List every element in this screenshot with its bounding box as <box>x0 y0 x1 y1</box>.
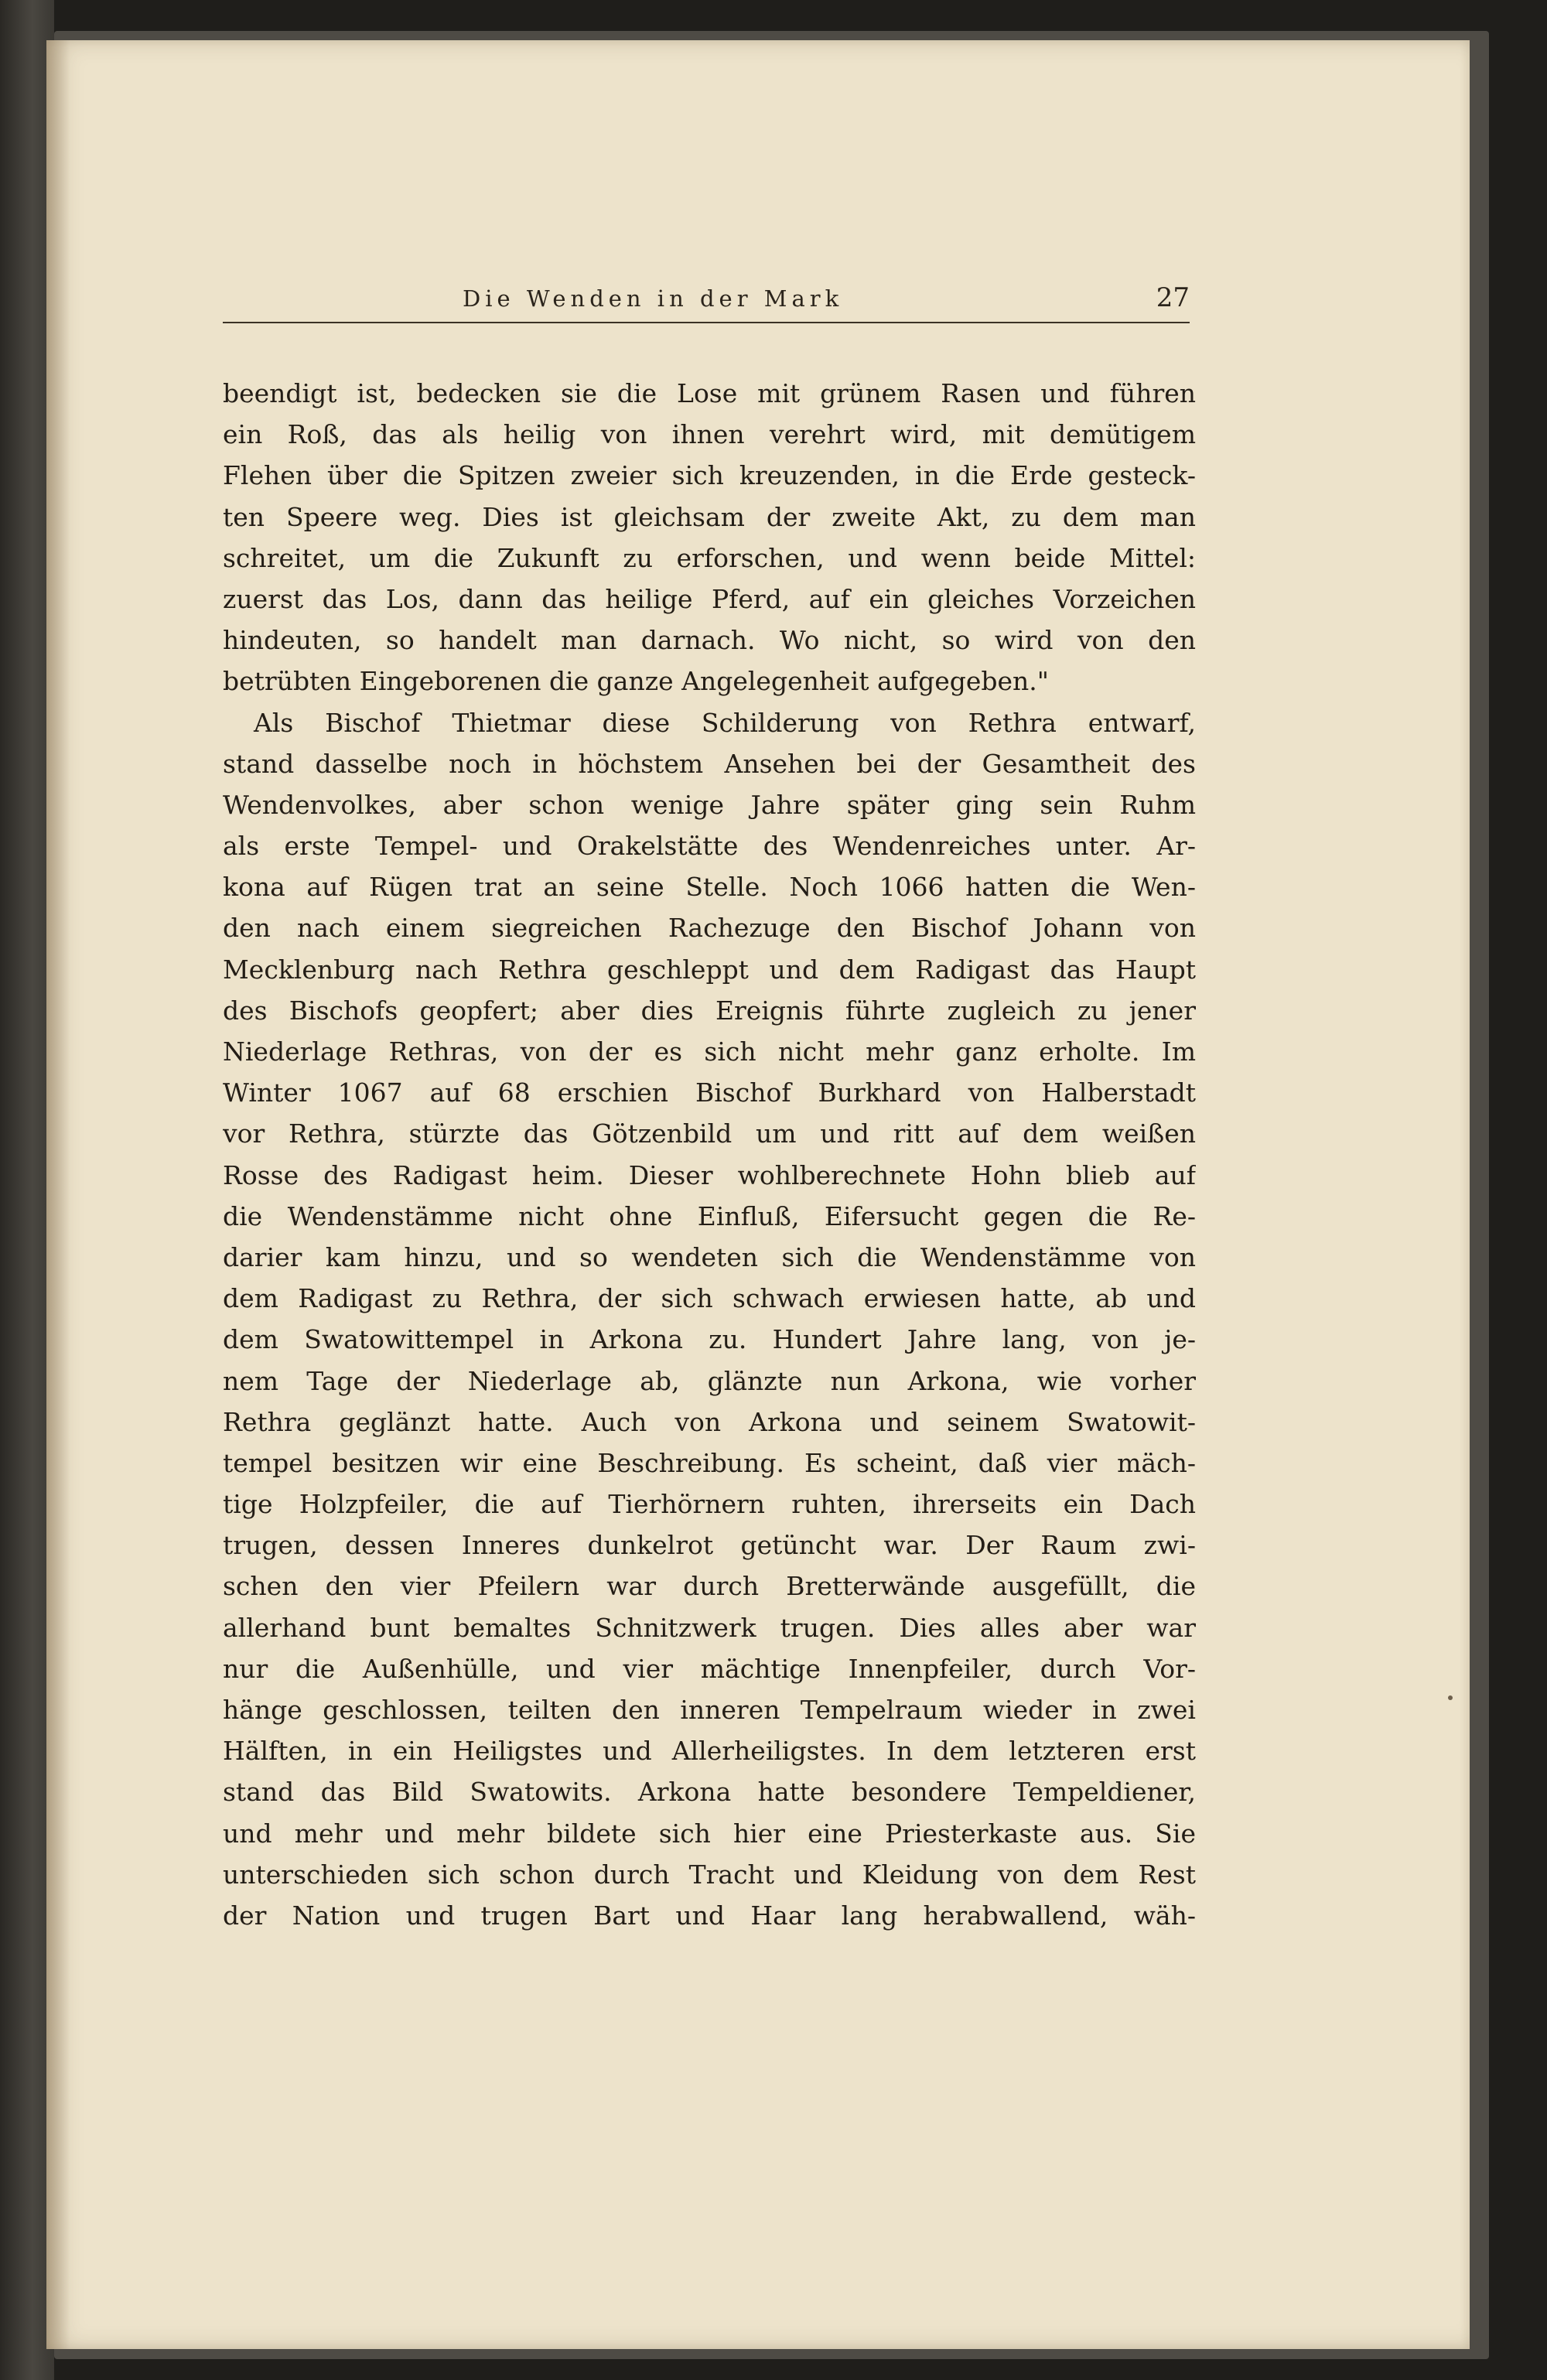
text-line: Winter 1067 auf 68 erschien Bischof Burkhard von Halberstadt <box>223 1077 1196 1108</box>
text-line: dem Radigast zu Rethra, der sich schwach erwiesen hatte, ab und <box>223 1283 1196 1314</box>
paper-speck <box>1448 1695 1453 1700</box>
text-line: des Bischofs geopfert; aber dies Ereignis führte zugleich zu jener <box>223 995 1196 1026</box>
text-line: zuerst das Los, dann das heilige Pferd, auf ein gleiches Vorzeichen <box>223 583 1196 614</box>
text-line: nur die Außenhülle, und vier mächtige Innenpfeiler, durch Vor- <box>223 1653 1196 1684</box>
text-line: schreitet, um die Zukunft zu erforschen, und wenn beide Mittel: <box>223 542 1196 573</box>
header-rule <box>223 322 1190 323</box>
text-line: allerhand bunt bemaltes Schnitzwerk trugen. Dies alles aber war <box>223 1612 1196 1643</box>
text-line: stand dasselbe noch in höchstem Ansehen bei der Gesamtheit des <box>223 748 1196 779</box>
text-line: darier kam hinzu, und so wendeten sich die Wendenstämme von <box>223 1241 1196 1272</box>
text-line: Mecklenburg nach Rethra geschleppt und dem Radigast das Haupt <box>223 954 1196 985</box>
text-line: stand das Bild Swatowits. Arkona hatte besondere Tempeldiener, <box>223 1777 1196 1808</box>
text-line: hänge geschlossen, teilten den inneren Tempelraum wieder in zwei <box>223 1695 1196 1725</box>
text-line: Rosse des Radigast heim. Dieser wohlberechnete Hohn blieb auf <box>223 1159 1196 1190</box>
text-line: als erste Tempel- und Orakelstätte des Wendenreiches unter. Ar- <box>223 831 1196 862</box>
page-number: 27 <box>1156 282 1190 313</box>
text-line: die Wendenstämme nicht ohne Einfluß, Eifersucht gegen die Re- <box>223 1200 1196 1231</box>
text-line: kona auf Rügen trat an seine Stelle. Noch 1066 hatten die Wen- <box>223 872 1196 903</box>
text-line: Niederlage Rethras, von der es sich nicht mehr ganz erholte. Im <box>223 1036 1196 1067</box>
text-line: betrübten Eingeborenen die ganze Angelegenheit aufgegeben." <box>223 666 1049 697</box>
text-line: trugen, dessen Inneres dunkelrot getüncht war. Der Raum zwi- <box>223 1530 1196 1561</box>
text-line: tige Holzpfeiler, die auf Tierhörnern ruhten, ihrerseits ein Dach <box>223 1489 1196 1520</box>
text-line: den nach einem siegreichen Rachezuge den Bischof Johann von <box>223 913 1196 944</box>
body-text <box>223 373 1196 1936</box>
text-line: dem Swatowittempel in Arkona zu. Hundert Jahre lang, von je- <box>223 1324 1196 1355</box>
text-line: beendigt ist, bedecken sie die Lose mit grünem Rasen und führen <box>223 378 1196 408</box>
running-title: Die Wenden in der Mark <box>463 285 844 312</box>
text-line: vor Rethra, stürzte das Götzenbild um und ritt auf dem weißen <box>223 1118 1196 1149</box>
text-line: der Nation und trugen Bart und Haar lang herabwallend, wäh- <box>223 1900 1196 1931</box>
text-line: unterschieden sich schon durch Tracht und Kleidung von dem Rest <box>223 1859 1196 1890</box>
text-line: ein Roß, das als heilig von ihnen verehrt wird, mit demütigem <box>223 419 1196 450</box>
text-line: tempel besitzen wir eine Beschreibung. Es scheint, daß vier mäch- <box>223 1447 1196 1478</box>
text-line: Flehen über die Spitzen zweier sich kreuzenden, in die Erde gesteck- <box>223 460 1196 491</box>
text-line: Hälften, in ein Heiligstes und Allerheiligstes. In dem letzteren erst <box>223 1736 1196 1767</box>
text-line: hindeuten, so handelt man darnach. Wo nicht, so wird von den <box>223 625 1196 656</box>
text-line: Wendenvolkes, aber schon wenige Jahre später ging sein Ruhm <box>223 789 1196 820</box>
text-line: ten Speere weg. Dies ist gleichsam der zweite Akt, zu dem man <box>223 501 1196 532</box>
text-line: Als Bischof Thietmar diese Schilderung von Rethra entwarf, <box>254 707 1196 738</box>
text-line: schen den vier Pfeilern war durch Bretterwände ausgefüllt, die <box>223 1571 1196 1602</box>
text-line: und mehr und mehr bildete sich hier eine Priesterkaste aus. Sie <box>223 1818 1196 1849</box>
text-line: Rethra geglänzt hatte. Auch von Arkona und seinem Swatowit- <box>223 1406 1196 1437</box>
running-header <box>223 282 1190 319</box>
text-line: nem Tage der Niederlage ab, glänzte nun Arkona, wie vorher <box>223 1365 1196 1396</box>
